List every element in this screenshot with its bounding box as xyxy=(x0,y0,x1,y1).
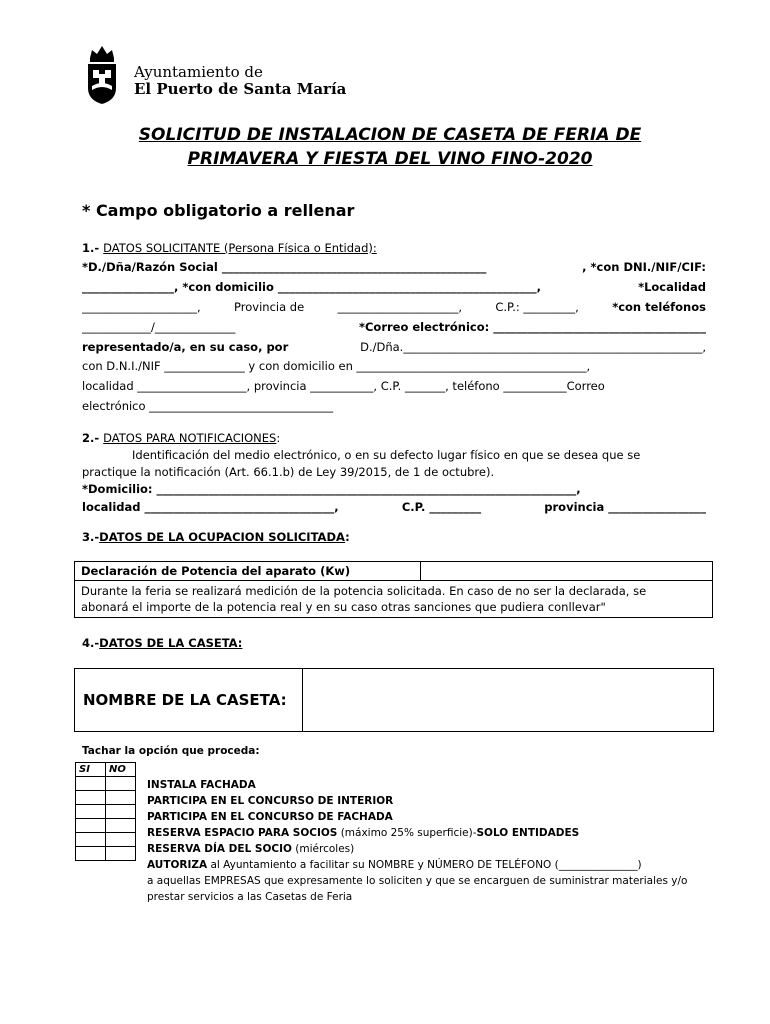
applicant-province-field[interactable]: _____________________, xyxy=(337,300,462,314)
option1-no-checkbox[interactable] xyxy=(106,777,136,791)
option-autoriza-continuation1: a aquellas EMPRESAS que expresamente lo soliciten y que se encarguen de suministrar materiales y/o xyxy=(147,875,688,887)
document-title-line1: SOLICITUD DE INSTALACION DE CASETA DE FERIA DE xyxy=(138,125,642,145)
applicant-province-row[interactable] xyxy=(82,299,706,315)
section4-number: 4.- xyxy=(82,636,100,650)
option-label-instala-fachada: INSTALA FACHADA xyxy=(147,779,256,791)
applicant-phones-field[interactable]: ____________/______________ xyxy=(82,320,236,334)
applicant-id-label: , *con DNI./NIF/CIF: xyxy=(582,260,706,274)
mandatory-note: * Campo obligatorio a rellenar xyxy=(82,201,355,220)
option-label-concurso-interior: PARTICIPA EN EL CONCURSO DE INTERIOR xyxy=(147,795,394,807)
header-logo xyxy=(82,44,352,106)
notification-locality-row[interactable] xyxy=(82,499,706,515)
option1-si-checkbox[interactable] xyxy=(76,777,106,791)
section2-heading xyxy=(82,431,280,445)
section4-heading xyxy=(82,636,242,650)
options-instruction: Tachar la opción que proceda: xyxy=(82,745,260,757)
option6-si-checkbox[interactable] xyxy=(76,847,106,861)
power-declaration-table xyxy=(74,561,713,618)
option-label-reserva-socios: RESERVA ESPACIO PARA SOCIOS (máximo 25% superficie)-SOLO ENTIDADES xyxy=(147,827,580,839)
booth-name-box xyxy=(74,668,714,732)
section2-title: DATOS PARA NOTIFICACIONES xyxy=(103,431,277,445)
booth-name-label: NOMBRE DE LA CASETA: xyxy=(75,669,303,731)
section2-colon: : xyxy=(276,431,281,445)
booth-name-input[interactable] xyxy=(303,669,713,731)
applicant-phones-label: *con teléfonos xyxy=(612,300,706,314)
notification-province-field[interactable]: provincia _________________ xyxy=(544,500,706,514)
applicant-phone-email-row[interactable] xyxy=(82,319,706,335)
notification-locality-field[interactable]: localidad _________________________________, xyxy=(82,500,339,514)
option2-si-checkbox[interactable] xyxy=(76,791,106,805)
applicant-locality-label: *Localidad xyxy=(638,280,706,294)
document-title-line2: PRIMAVERA Y FIESTA DEL VINO FINO-2020 xyxy=(187,149,593,169)
section3-title: DATOS DE LA OCUPACION SOLICITADA xyxy=(99,530,346,544)
notification-text-line1: Identificación del medio electrónico, o en su defecto lugar físico en que se desea que se xyxy=(132,448,641,462)
section3-colon: : xyxy=(345,530,350,544)
notification-text-line2: practique la notificación (Art. 66.1.b) de Ley 39/2015, de 1 de octubre). xyxy=(82,465,495,479)
power-note-line1: Durante la feria se realizará medición de la potencia solicitada. En caso de no ser la declarada, se xyxy=(81,584,647,598)
section1-title: DATOS SOLICITANTE (Persona Física o Entidad): xyxy=(103,241,377,255)
option-label-concurso-fachada: PARTICIPA EN EL CONCURSO DE FACHADA xyxy=(147,811,393,823)
column-no: NO xyxy=(106,763,136,777)
applicant-province-label: Provincia de xyxy=(234,300,305,314)
representative-id-row[interactable]: con D.N.I./NIF ______________ y con domicilio en ________________________________________, xyxy=(82,359,591,373)
org-name-line1: Ayuntamiento de xyxy=(134,63,263,81)
section3-heading xyxy=(82,530,350,544)
option5-no-checkbox[interactable] xyxy=(106,833,136,847)
applicant-postcode-field[interactable]: C.P.: _________, xyxy=(495,300,579,314)
section4-title: DATOS DE LA CASETA: xyxy=(99,636,243,650)
option4-si-checkbox[interactable] xyxy=(76,819,106,833)
section1-number: 1.- xyxy=(82,241,104,255)
column-si: SI xyxy=(76,763,106,777)
notification-address-field[interactable]: *Domicilio: _________________________________________________________________________, xyxy=(82,482,581,496)
option-label-autoriza: AUTORIZA al Ayuntamiento a facilitar su NOMBRE y NÚMERO DE TELÉFONO (_______________) xyxy=(147,859,642,871)
option-label-dia-socio: RESERVA DÍA DEL SOCIO (miércoles) xyxy=(147,843,355,855)
representative-label: representado/a, en su caso, por xyxy=(82,340,289,354)
applicant-name-field[interactable]: *D./Dña/Razón Social ______________________________________________ xyxy=(82,260,487,274)
options-checkbox-table xyxy=(75,762,136,861)
representative-email-row[interactable]: electrónico ________________________________ xyxy=(82,399,334,413)
option3-no-checkbox[interactable] xyxy=(106,805,136,819)
option4-no-checkbox[interactable] xyxy=(106,819,136,833)
representative-row[interactable] xyxy=(82,339,706,355)
applicant-locality-field[interactable]: ____________________, xyxy=(82,300,201,314)
section3-number: 3.- xyxy=(82,530,100,544)
option2-no-checkbox[interactable] xyxy=(106,791,136,805)
power-declaration-input[interactable] xyxy=(421,562,713,581)
applicant-address-field[interactable]: ________________, *con domicilio _____________________________________________, xyxy=(82,280,542,294)
coat-of-arms-icon xyxy=(82,44,122,106)
section1-heading xyxy=(82,241,377,255)
option5-si-checkbox[interactable] xyxy=(76,833,106,847)
applicant-name-row[interactable] xyxy=(82,259,706,275)
power-declaration-label: Declaración de Potencia del aparato (Kw) xyxy=(75,562,421,581)
applicant-address-row[interactable] xyxy=(82,279,706,295)
power-note-line2: abonará el importe de la potencia real y en su caso otras sanciones que pudiera conllevar" xyxy=(81,600,606,614)
power-measurement-note xyxy=(75,581,713,618)
applicant-email-field[interactable]: *Correo electrónico: _____________________________________ xyxy=(358,320,706,334)
option-autoriza-continuation2: prestar servicios a las Casetas de Feria xyxy=(147,891,353,903)
org-name-line2: El Puerto de Santa María xyxy=(134,80,347,98)
notification-postcode-field[interactable]: C.P. _________ xyxy=(401,500,482,514)
option3-si-checkbox[interactable] xyxy=(76,805,106,819)
section2-number: 2.- xyxy=(82,431,104,445)
option6-no-checkbox[interactable] xyxy=(106,847,136,861)
representative-name-field[interactable]: D./Dña.____________________________________________________, xyxy=(360,340,706,354)
representative-locality-row[interactable]: localidad ___________________, provincia ___________, C.P. _______, teléfono ___________Correo xyxy=(82,379,605,393)
